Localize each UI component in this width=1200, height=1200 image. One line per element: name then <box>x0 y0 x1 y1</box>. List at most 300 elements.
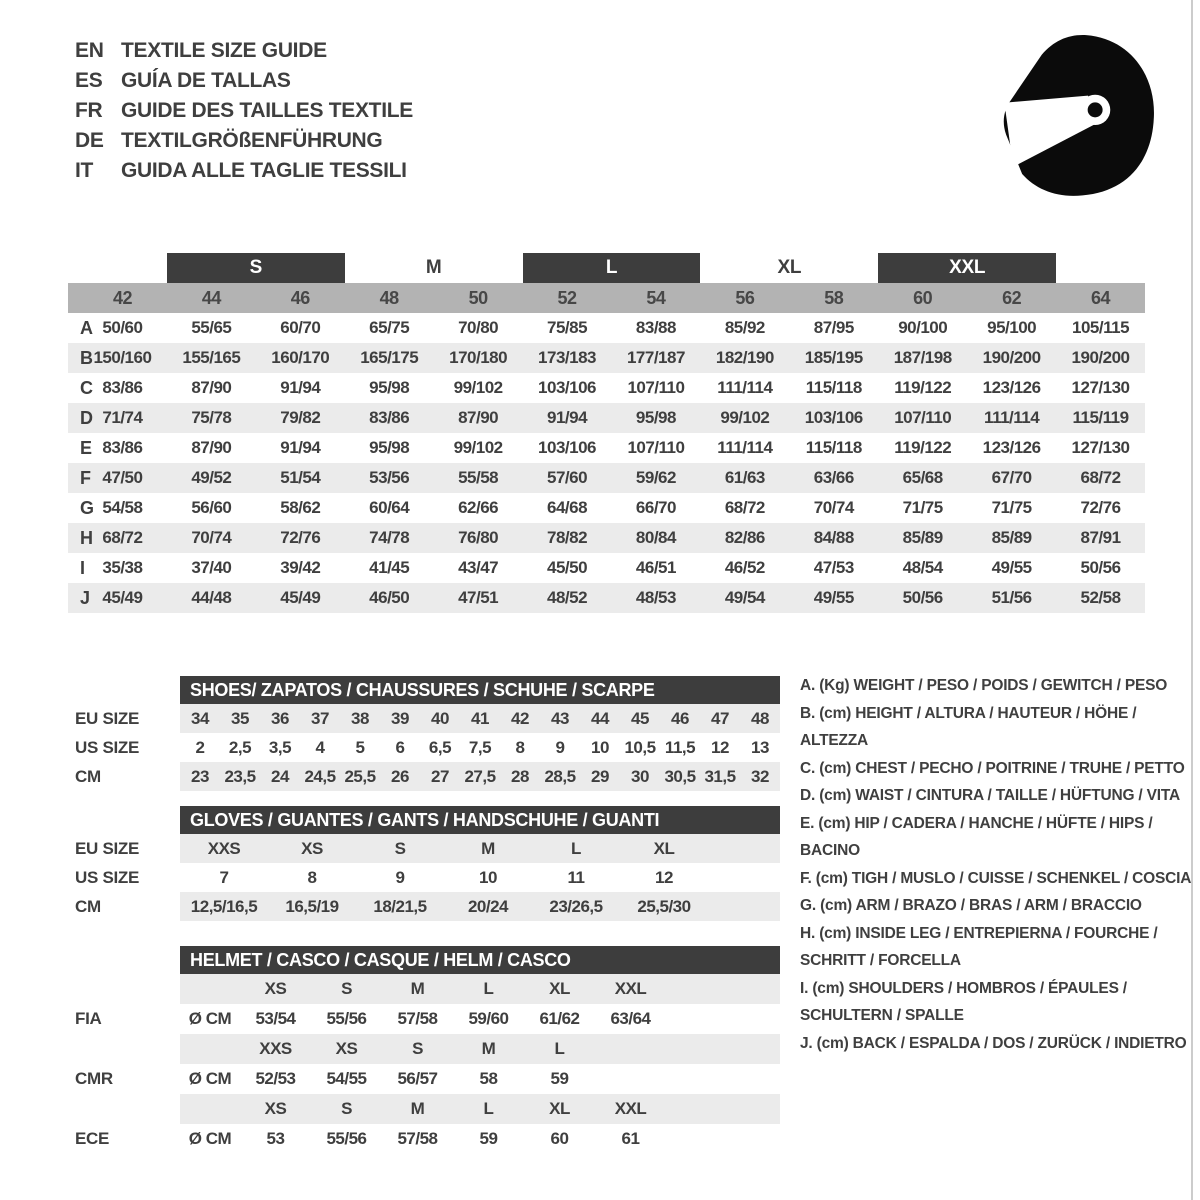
value-cell: XS <box>301 838 323 858</box>
size-value-cell: 99/102 <box>453 378 503 397</box>
size-value-cell: 37/40 <box>191 558 232 577</box>
value-cell: 45 <box>631 708 649 728</box>
table-row <box>60 892 790 921</box>
numeric-size-label: 54 <box>646 287 666 308</box>
size-value-cell: 50/60 <box>102 318 143 337</box>
measurement-rows <box>68 313 1145 613</box>
value-cell: 11,5 <box>664 737 696 757</box>
size-value-cell: 68/72 <box>102 528 143 547</box>
row-values <box>180 863 780 892</box>
row-values <box>180 892 780 921</box>
size-value-cell: 46/52 <box>724 558 765 577</box>
size-value-cell: 182/190 <box>715 348 774 367</box>
size-value-cell: 155/165 <box>182 348 241 367</box>
language-row <box>75 156 413 186</box>
size-value-cell: 65/75 <box>369 318 410 337</box>
table-row <box>60 1004 790 1034</box>
size-value-cell: 173/183 <box>538 348 596 367</box>
size-value-cell: 83/88 <box>635 318 676 337</box>
size-value-cell: 95/98 <box>369 378 410 397</box>
value-cell: 59 <box>550 1069 569 1088</box>
size-value-cell: 185/195 <box>804 348 863 367</box>
value-cell: 26 <box>391 766 409 786</box>
numeric-size-label: 56 <box>735 287 755 308</box>
measure-row-g <box>68 493 1145 523</box>
table-row <box>60 863 790 892</box>
size-value-cell: 46/51 <box>635 558 676 577</box>
size-value-cell: 56/60 <box>191 498 232 517</box>
size-value-cell: 111/114 <box>717 378 773 397</box>
legend-item: A. (Kg) WEIGHT / PESO / POIDS / GEWITCH / PESO <box>800 677 1168 694</box>
row-label: US SIZE <box>75 867 140 887</box>
size-value-cell: 165/175 <box>360 348 419 367</box>
numeric-size-label: 44 <box>201 287 221 308</box>
size-value-cell: 76/80 <box>458 528 499 547</box>
value-cell: 37 <box>311 708 329 728</box>
table-row <box>60 834 790 863</box>
language-title: GUIDE DES TAILLES TEXTILE <box>121 99 413 122</box>
size-value-cell: 127/130 <box>1071 438 1130 457</box>
language-row <box>75 66 413 96</box>
size-value-cell: 71/75 <box>991 498 1032 517</box>
size-value-cell: 119/122 <box>894 378 952 397</box>
measure-row-d <box>68 403 1145 433</box>
value-cell: 43 <box>551 708 569 728</box>
textile-size-table <box>68 253 1145 613</box>
size-value-cell: 75/85 <box>547 318 588 337</box>
row-letter: J <box>80 587 91 608</box>
size-value-cell: 75/78 <box>191 408 232 427</box>
value-cell: M <box>410 1099 425 1118</box>
value-cell: 6 <box>395 737 405 757</box>
helmet-size-table <box>60 946 790 1154</box>
size-value-cell: 45/49 <box>102 588 143 607</box>
legend-item: B. (cm) HEIGHT / ALTURA / HAUTEUR / HÖHE / ALTEZZA <box>800 704 1137 749</box>
row-values <box>180 762 780 791</box>
value-cell: 23,5 <box>224 766 256 786</box>
value-cell: 46 <box>671 708 689 728</box>
row-values <box>180 1064 780 1094</box>
row-label: US SIZE <box>75 737 140 757</box>
size-value-cell: 64/68 <box>547 498 588 517</box>
numeric-size-header-row <box>68 283 1145 313</box>
size-label-m: M <box>425 257 442 278</box>
row-values <box>180 834 780 863</box>
value-cell: 25,5/30 <box>637 896 691 916</box>
value-cell: 48 <box>751 708 769 728</box>
size-value-cell: 87/90 <box>191 438 232 457</box>
value-cell: M <box>481 838 495 858</box>
value-cell: 60 <box>550 1129 569 1148</box>
size-value-cell: 85/92 <box>724 318 765 337</box>
value-cell: 41 <box>471 708 489 728</box>
size-value-cell: 187/198 <box>893 348 952 367</box>
language-code: ES <box>75 69 103 92</box>
size-value-cell: 41/45 <box>369 558 410 577</box>
measure-row-b <box>68 343 1145 373</box>
size-value-cell: 103/106 <box>804 408 863 427</box>
size-value-cell: 170/180 <box>449 348 508 367</box>
row-values <box>180 1124 780 1154</box>
size-value-cell: 71/74 <box>102 408 143 427</box>
size-value-cell: 123/126 <box>982 438 1041 457</box>
language-row <box>75 126 413 156</box>
size-value-cell: 107/110 <box>894 408 952 427</box>
size-value-cell: 47/53 <box>813 558 854 577</box>
size-value-cell: 99/102 <box>720 408 770 427</box>
value-cell: 18/21,5 <box>373 896 427 916</box>
row-label: EU SIZE <box>75 838 140 858</box>
size-value-cell: 48/53 <box>635 588 676 607</box>
value-cell: 39 <box>391 708 409 728</box>
size-value-cell: 127/130 <box>1071 378 1130 397</box>
table-row <box>60 1064 790 1094</box>
size-value-cell: 35/38 <box>102 558 143 577</box>
size-value-cell: 67/70 <box>991 468 1032 487</box>
table-row <box>60 733 790 762</box>
gloves-title-bar: GLOVES / GUANTES / GANTS / HANDSCHUHE / GUANTI <box>180 806 780 834</box>
value-cell: 11 <box>567 867 585 887</box>
size-label-xxl: XXL <box>878 253 1056 283</box>
legend-item: C. (cm) CHEST / PECHO / POITRINE / TRUHE / PETTO <box>800 759 1185 777</box>
value-cell: 23/26,5 <box>549 896 603 916</box>
value-cell: 47 <box>711 708 729 728</box>
value-cell: S <box>394 838 406 858</box>
value-cell: 40 <box>431 708 449 728</box>
size-value-cell: 80/84 <box>635 528 676 547</box>
value-cell: 12 <box>655 867 673 887</box>
size-value-cell: 78/82 <box>547 528 588 547</box>
value-cell: XL <box>549 979 570 998</box>
size-value-cell: 71/75 <box>902 498 943 517</box>
size-value-cell: 111/114 <box>984 408 1040 427</box>
row-label: CM <box>75 896 101 916</box>
row-values <box>180 733 780 762</box>
language-code: FR <box>75 99 103 122</box>
value-cell: 28,5 <box>544 766 576 786</box>
legend-item: D. (cm) WAIST / CINTURA / TAILLE / HÜFTUNG / VITA <box>800 787 1180 804</box>
value-cell: XS <box>264 1099 287 1118</box>
value-cell: 56/57 <box>397 1069 438 1088</box>
size-value-cell: 190/200 <box>1071 348 1130 367</box>
size-value-cell: 51/56 <box>991 588 1032 607</box>
size-value-cell: 83/86 <box>369 408 410 427</box>
size-value-cell: 91/94 <box>547 408 588 427</box>
measure-row-f <box>68 463 1145 493</box>
measure-row-e <box>68 433 1145 463</box>
value-cell: 23 <box>191 766 209 786</box>
legend-item: G. (cm) ARM / BRAZO / BRAS / ARM / BRACCIO <box>800 897 1142 914</box>
size-value-cell: 54/58 <box>102 498 143 517</box>
row-label: CMR <box>75 1069 113 1088</box>
value-cell: 52/53 <box>255 1069 296 1088</box>
gloves-size-table <box>60 806 790 921</box>
value-cell: 25,5 <box>344 766 376 786</box>
size-value-cell: 123/126 <box>982 378 1041 397</box>
row-values <box>180 1004 780 1034</box>
language-code: IT <box>75 159 94 182</box>
size-value-cell: 177/187 <box>626 348 685 367</box>
measurement-legend <box>800 672 1200 1057</box>
numeric-size-label: 64 <box>1091 287 1111 308</box>
value-cell: 8 <box>515 737 525 757</box>
size-value-cell: 85/89 <box>902 528 943 547</box>
size-value-cell: 62/66 <box>458 498 499 517</box>
size-value-cell: 48/52 <box>547 588 588 607</box>
size-value-cell: 95/98 <box>635 408 676 427</box>
size-value-cell: 45/49 <box>280 588 321 607</box>
measure-row-i <box>68 553 1145 583</box>
value-cell: 7 <box>219 867 229 887</box>
row-letter: D <box>80 407 93 428</box>
row-label <box>60 1094 180 1124</box>
size-letter-header-row <box>68 253 1145 283</box>
size-value-cell: 87/95 <box>813 318 854 337</box>
value-cell: M <box>481 1039 496 1058</box>
size-value-cell: 50/56 <box>902 588 943 607</box>
size-value-cell: 84/88 <box>813 528 854 547</box>
row-values <box>180 974 780 1004</box>
size-value-cell: 82/86 <box>724 528 765 547</box>
legend-item: F. (cm) TIGH / MUSLO / CUISSE / SCHENKEL / COSCIA <box>800 869 1192 887</box>
language-title: TEXTILE SIZE GUIDE <box>121 39 327 62</box>
row-values <box>180 704 780 733</box>
size-value-cell: 61/63 <box>724 468 765 487</box>
value-cell: 61 <box>621 1129 640 1148</box>
table-row <box>60 704 790 733</box>
size-value-cell: 49/54 <box>724 588 765 607</box>
legend-item: J. (cm) BACK / ESPALDA / DOS / ZURÜCK / INDIETRO <box>800 1034 1187 1052</box>
row-label: ECE <box>75 1129 110 1148</box>
size-label-xl: XL <box>777 257 802 278</box>
legend-item: I. (cm) SHOULDERS / HOMBROS / ÉPAULES / SCHULTERN / SPALLE <box>800 979 1127 1024</box>
size-value-cell: 87/90 <box>191 378 232 397</box>
size-value-cell: 58/62 <box>280 498 321 517</box>
size-value-cell: 79/82 <box>280 408 321 427</box>
size-value-cell: 51/54 <box>280 468 321 487</box>
value-cell: 30 <box>631 766 649 786</box>
size-value-cell: 59/62 <box>635 468 676 487</box>
size-value-cell: 99/102 <box>453 438 503 457</box>
value-cell: 2 <box>195 737 205 757</box>
value-cell: XL <box>653 838 675 858</box>
size-value-cell: 52/58 <box>1080 588 1121 607</box>
size-value-cell: 87/91 <box>1080 528 1121 547</box>
row-letter: G <box>80 497 95 518</box>
value-cell: XS <box>264 979 287 998</box>
value-cell: 36 <box>271 708 289 728</box>
size-value-cell: 49/55 <box>991 558 1032 577</box>
value-cell: 57/58 <box>397 1129 438 1148</box>
language-title: TEXTILGRÖßENFÜHRUNG <box>121 129 383 152</box>
value-cell: L <box>483 979 494 998</box>
value-cell: XL <box>549 1099 570 1118</box>
value-cell: 53/54 <box>255 1009 296 1028</box>
value-cell: 27,5 <box>464 766 496 786</box>
size-value-cell: 107/110 <box>627 438 685 457</box>
value-cell: 2,5 <box>228 737 252 757</box>
table-row <box>60 1094 790 1124</box>
value-cell: S <box>412 1039 423 1058</box>
numeric-size-label: 42 <box>112 287 132 308</box>
size-value-cell: 74/78 <box>369 528 410 547</box>
value-cell: S <box>341 1099 352 1118</box>
value-cell: 54/55 <box>326 1069 367 1088</box>
numeric-size-label: 52 <box>557 287 577 308</box>
row-letter: I <box>80 557 86 578</box>
value-cell: Ø CM <box>188 1009 232 1028</box>
value-cell: 10 <box>591 737 609 757</box>
size-value-cell: 72/76 <box>1080 498 1121 517</box>
size-value-cell: 47/50 <box>102 468 143 487</box>
size-value-cell: 39/42 <box>280 558 321 577</box>
value-cell: Ø CM <box>188 1129 232 1148</box>
value-cell: L <box>483 1099 494 1118</box>
row-label: FIA <box>75 1009 102 1028</box>
table-row <box>60 762 790 791</box>
size-value-cell: 70/74 <box>813 498 854 517</box>
page-edge-line <box>1191 0 1193 1200</box>
size-value-cell: 63/66 <box>813 468 854 487</box>
size-value-cell: 43/47 <box>458 558 499 577</box>
value-cell: 58 <box>479 1069 498 1088</box>
size-value-cell: 49/52 <box>191 468 232 487</box>
size-value-cell: 57/60 <box>547 468 588 487</box>
value-cell: 8 <box>307 867 317 887</box>
size-label-l: L <box>523 253 701 283</box>
value-cell: 55/56 <box>326 1009 367 1028</box>
value-cell: 59 <box>479 1129 498 1148</box>
value-cell: 44 <box>591 708 609 728</box>
size-value-cell: 107/110 <box>627 378 685 397</box>
value-cell: 38 <box>351 708 369 728</box>
size-value-cell: 160/170 <box>271 348 330 367</box>
row-letter: A <box>80 317 93 338</box>
size-value-cell: 103/106 <box>538 378 596 397</box>
value-cell: 24 <box>271 766 289 786</box>
size-value-cell: 72/76 <box>280 528 321 547</box>
value-cell: 20/24 <box>467 896 509 916</box>
value-cell: 63/64 <box>610 1009 651 1028</box>
value-cell: 59/60 <box>468 1009 509 1028</box>
value-cell: XS <box>335 1039 358 1058</box>
value-cell: 12,5/16,5 <box>190 896 258 916</box>
value-cell: 35 <box>231 708 249 728</box>
size-label-s: S <box>167 253 345 283</box>
legend-item: E. (cm) HIP / CADERA / HANCHE / HÜFTE / HIPS / BACINO <box>800 814 1153 859</box>
value-cell: 7,5 <box>468 737 492 757</box>
row-letter: H <box>80 527 93 548</box>
value-cell: L <box>554 1039 565 1058</box>
measure-row-j <box>68 583 1145 613</box>
size-value-cell: 66/70 <box>635 498 676 517</box>
row-values <box>180 1094 780 1124</box>
measure-row-a <box>68 313 1145 343</box>
size-value-cell: 46/50 <box>369 588 410 607</box>
value-cell: XXL <box>614 1099 647 1118</box>
measure-row-h <box>68 523 1145 553</box>
value-cell: 13 <box>751 737 769 757</box>
row-label <box>60 974 180 1004</box>
value-cell: 3,5 <box>268 737 292 757</box>
measure-row-c <box>68 373 1145 403</box>
value-cell: XXS <box>207 838 241 858</box>
table-row <box>60 1034 790 1064</box>
value-cell: 30,5 <box>664 766 696 786</box>
language-code: EN <box>75 39 104 62</box>
size-value-cell: 70/80 <box>458 318 499 337</box>
value-cell: 10 <box>479 867 497 887</box>
numeric-size-label: 48 <box>379 287 399 308</box>
language-title: GUÍA DE TALLAS <box>121 69 291 92</box>
row-letter: F <box>80 467 91 488</box>
numeric-size-label: 50 <box>468 287 488 308</box>
size-value-cell: 44/48 <box>191 588 232 607</box>
value-cell: 57/58 <box>397 1009 438 1028</box>
size-value-cell: 105/115 <box>1072 318 1130 337</box>
value-cell: 12 <box>711 737 729 757</box>
size-value-cell: 45/50 <box>547 558 588 577</box>
gloves-rows <box>60 834 790 921</box>
value-cell: M <box>410 979 425 998</box>
value-cell: 9 <box>395 867 405 887</box>
size-value-cell: 115/118 <box>805 438 862 457</box>
value-cell: XXS <box>259 1039 292 1058</box>
size-value-cell: 48/54 <box>902 558 943 577</box>
row-label: EU SIZE <box>75 708 140 728</box>
value-cell: 29 <box>591 766 609 786</box>
row-values <box>180 1034 780 1064</box>
value-cell: 32 <box>751 766 769 786</box>
value-cell: L <box>571 838 581 858</box>
size-value-cell: 103/106 <box>538 438 596 457</box>
value-cell: Ø CM <box>188 1069 232 1088</box>
value-cell: 42 <box>511 708 529 728</box>
value-cell: XXL <box>614 979 647 998</box>
numeric-size-label: 62 <box>1002 287 1022 308</box>
size-value-cell: 95/98 <box>369 438 410 457</box>
size-value-cell: 190/200 <box>982 348 1041 367</box>
size-value-cell: 60/64 <box>369 498 410 517</box>
numeric-size-label: 60 <box>913 287 933 308</box>
shoes-rows <box>60 704 790 791</box>
value-cell: S <box>341 979 352 998</box>
size-value-cell: 65/68 <box>902 468 943 487</box>
shoes-size-table <box>60 676 790 791</box>
value-cell: 9 <box>555 737 565 757</box>
size-value-cell: 49/55 <box>813 588 854 607</box>
value-cell: 24,5 <box>304 766 336 786</box>
size-value-cell: 115/119 <box>1072 408 1129 427</box>
size-value-cell: 150/160 <box>93 348 152 367</box>
value-cell: 34 <box>191 708 209 728</box>
size-value-cell: 55/65 <box>191 318 232 337</box>
size-value-cell: 85/89 <box>991 528 1032 547</box>
value-cell: 31,5 <box>704 766 736 786</box>
size-value-cell: 95/100 <box>987 318 1037 337</box>
size-value-cell: 83/86 <box>102 378 143 397</box>
language-title: GUIDA ALLE TAGLIE TESSILI <box>121 159 407 182</box>
value-cell: 5 <box>355 737 365 757</box>
size-value-cell: 83/86 <box>102 438 143 457</box>
value-cell: 16,5/19 <box>285 896 339 916</box>
size-value-cell: 47/51 <box>458 588 499 607</box>
size-value-cell: 90/100 <box>898 318 948 337</box>
size-value-cell: 119/122 <box>894 438 952 457</box>
legend-item: H. (cm) INSIDE LEG / ENTREPIERNA / FOURCHE / SCHRITT / FORCELLA <box>800 924 1158 969</box>
size-value-cell: 60/70 <box>280 318 321 337</box>
value-cell: 10,5 <box>624 737 656 757</box>
